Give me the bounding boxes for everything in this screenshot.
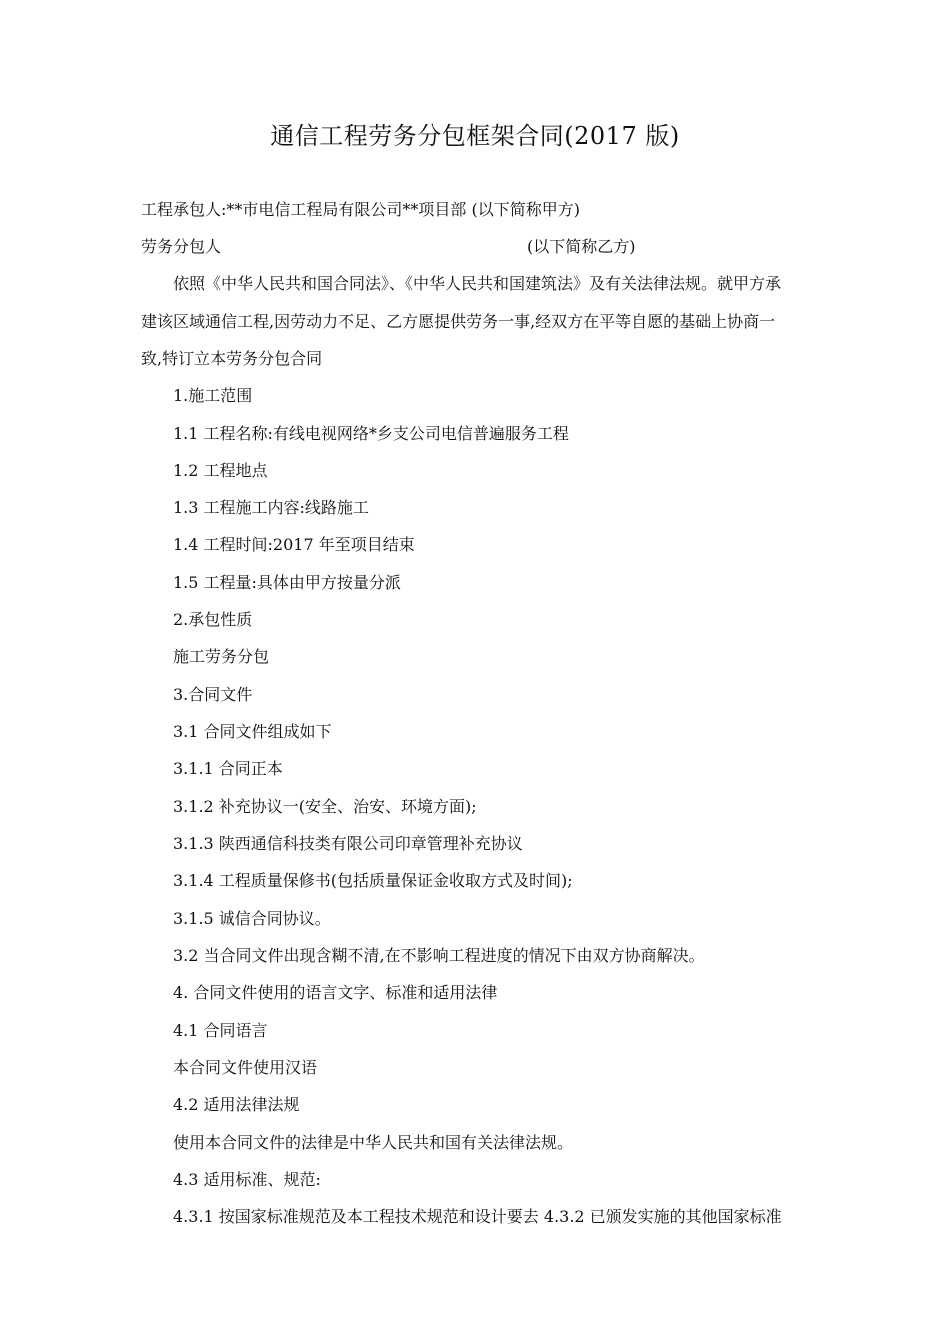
document-title: 通信工程劳务分包框架合同(2017 版) — [270, 122, 680, 150]
clause-text: 使用本合同文件的法律是中华人民共和国有关法律法规。 — [173, 1133, 574, 1152]
party-a-line: 工程承包人:**市电信工程局有限公司**项目部 (以下简称甲方) — [141, 200, 580, 219]
preamble-line: 建该区域通信工程,因劳动力不足、乙方愿提供劳务一事,经双方在平等自愿的基础上协商一 — [141, 312, 776, 331]
clause-text: 本合同文件使用汉语 — [173, 1058, 318, 1077]
clause-item: 3.1 合同文件组成如下 — [173, 722, 332, 741]
clause-item: 4.3 适用标准、规范: — [173, 1170, 321, 1189]
clause-item: 3.1.3 陕西通信科技类有限公司印章管理补充协议 — [173, 834, 523, 853]
clause-text: 施工劳务分包 — [173, 647, 270, 666]
party-b-suffix: (以下简称乙方) — [527, 237, 636, 256]
clause-item: 3.1.1 合同正本 — [173, 759, 283, 778]
preamble-line: 致,特订立本劳务分包合同 — [141, 349, 323, 368]
clause-item: 1.1 工程名称:有线电视网络*乡支公司电信普遍服务工程 — [173, 424, 569, 443]
party-b-label: 劳务分包人 — [141, 237, 222, 256]
clause-item: 3.2 当合同文件出现含糊不清,在不影响工程进度的情况下由双方协商解决。 — [173, 946, 705, 965]
clause-heading: 3.合同文件 — [173, 685, 253, 704]
clause-item: 1.3 工程施工内容:线路施工 — [173, 498, 369, 517]
clause-item: 4.2 适用法律法规 — [173, 1095, 300, 1114]
clause-item: 1.4 工程时间:2017 年至项目结束 — [173, 535, 415, 554]
clause-item: 4.3.1 按国家标准规范及本工程技术规范和设计要去 4.3.2 已颁发实施的其他国家标准 — [173, 1207, 782, 1226]
clause-item: 1.5 工程量:具体由甲方按量分派 — [173, 573, 401, 592]
preamble-line: 依照《中华人民共和国合同法》、《中华人民共和国建筑法》及有关法律法规。就甲方承 — [173, 274, 782, 293]
clause-heading: 2.承包性质 — [173, 610, 253, 629]
clause-heading: 1.施工范围 — [173, 386, 253, 405]
clause-item: 1.2 工程地点 — [173, 461, 268, 480]
clause-item: 3.1.2 补充协议一(安全、治安、环境方面); — [173, 797, 477, 816]
clause-item: 3.1.4 工程质量保修书(包括质量保证金收取方式及时间); — [173, 871, 573, 890]
clause-item: 3.1.5 诚信合同协议。 — [173, 909, 331, 928]
clause-item: 4.1 合同语言 — [173, 1021, 268, 1040]
clause-heading: 4. 合同文件使用的语言文字、标准和适用法律 — [173, 983, 498, 1002]
